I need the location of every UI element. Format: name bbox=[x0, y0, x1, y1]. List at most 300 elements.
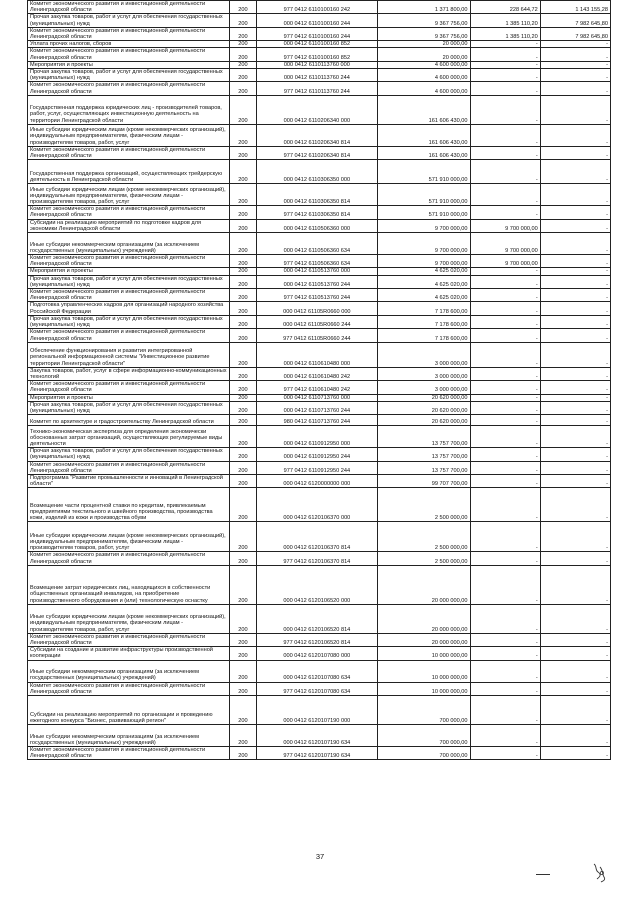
table-row bbox=[28, 275, 611, 288]
table-row bbox=[28, 124, 611, 146]
table-row bbox=[28, 522, 611, 552]
row-line-code-cell: 200 bbox=[230, 69, 257, 82]
row-executed-cell: - bbox=[470, 367, 540, 380]
row-approved-cell: 4 625 020,00 bbox=[377, 268, 470, 275]
row-line-code-cell: 200 bbox=[230, 146, 257, 159]
row-executed-cell: 228 644,72 bbox=[470, 1, 540, 14]
row-executed-cell: - bbox=[470, 660, 540, 682]
row-classification-cell: 977 0412 6110113760 244 bbox=[256, 82, 377, 95]
row-classification-cell: 000 0412 61105R0660 244 bbox=[256, 315, 377, 328]
row-unexecuted-cell: - bbox=[540, 268, 610, 275]
row-approved-cell: 7 178 600,00 bbox=[377, 315, 470, 328]
row-name-cell: Прочая закупка товаров, работ и услуг для обеспечения государственных (муниципальных) нужд bbox=[28, 401, 230, 414]
row-executed-cell: - bbox=[470, 565, 540, 604]
row-approved-cell: 13 757 700,00 bbox=[377, 426, 470, 448]
row-approved-cell: 20 000,00 bbox=[377, 41, 470, 48]
row-classification-cell: 000 0412 6110506360 000 bbox=[256, 219, 377, 232]
row-executed-cell: - bbox=[470, 426, 540, 448]
row-unexecuted-cell: - bbox=[540, 660, 610, 682]
row-unexecuted-cell: 1 143 155,28 bbox=[540, 1, 610, 14]
table-row bbox=[28, 342, 611, 367]
row-classification-cell: 000 0412 6110513760 000 bbox=[256, 268, 377, 275]
table-row bbox=[28, 69, 611, 82]
row-classification-cell: 977 0412 6120107080 634 bbox=[256, 682, 377, 695]
row-executed-cell: - bbox=[470, 41, 540, 48]
row-classification-cell: 977 0412 6110610480 242 bbox=[256, 381, 377, 394]
row-line-code-cell: 200 bbox=[230, 381, 257, 394]
row-name-cell: Комитет экономического развития и инвестиционной деятельности Ленинградской области bbox=[28, 461, 230, 474]
row-line-code-cell: 200 bbox=[230, 522, 257, 552]
row-classification-cell: 977 0412 6110206340 814 bbox=[256, 146, 377, 159]
row-line-code-cell: 200 bbox=[230, 95, 257, 124]
row-line-code-cell: 200 bbox=[230, 124, 257, 146]
row-name-cell: Прочая закупка товаров, работ и услуг для обеспечения государственных (муниципальных) нужд bbox=[28, 275, 230, 288]
table-row bbox=[28, 95, 611, 124]
row-executed-cell: - bbox=[470, 61, 540, 68]
table-row bbox=[28, 61, 611, 68]
table-row bbox=[28, 255, 611, 268]
row-line-code-cell: 200 bbox=[230, 48, 257, 61]
row-name-cell: Комитет экономического развития и инвестиционной деятельности Ленинградской области bbox=[28, 381, 230, 394]
table-row bbox=[28, 415, 611, 426]
row-line-code-cell: 200 bbox=[230, 552, 257, 565]
table-row bbox=[28, 184, 611, 206]
row-executed-cell: - bbox=[470, 124, 540, 146]
row-line-code-cell: 200 bbox=[230, 27, 257, 40]
row-executed-cell: - bbox=[470, 48, 540, 61]
row-name-cell: Иные субсидии юридическим лицам (кроме некоммерческих организаций), индивидуальным предпринимателям, физическим лицам - производителям товаров, работ, услуг bbox=[28, 124, 230, 146]
row-executed-cell: - bbox=[470, 394, 540, 401]
row-unexecuted-cell: - bbox=[540, 255, 610, 268]
row-approved-cell: 20 620 000,00 bbox=[377, 401, 470, 414]
row-line-code-cell: 200 bbox=[230, 289, 257, 302]
row-classification-cell: 977 0412 6120106520 814 bbox=[256, 633, 377, 646]
row-line-code-cell: 200 bbox=[230, 342, 257, 367]
row-approved-cell: 10 000 000,00 bbox=[377, 682, 470, 695]
row-unexecuted-cell: - bbox=[540, 381, 610, 394]
row-line-code-cell: 200 bbox=[230, 315, 257, 328]
row-unexecuted-cell: - bbox=[540, 367, 610, 380]
row-classification-cell: 000 0412 61105R0660 000 bbox=[256, 302, 377, 315]
row-executed-cell: - bbox=[470, 724, 540, 746]
row-executed-cell: 1 385 110,20 bbox=[470, 14, 540, 27]
row-name-cell: Государственная поддержка юридических лиц - производителей товаров, работ, услуг, осуществляющих инвестиционную деятельность на территории Ленинградской области bbox=[28, 95, 230, 124]
row-classification-cell: 000 0412 6110100160 244 bbox=[256, 14, 377, 27]
row-approved-cell: 2 500 000,00 bbox=[377, 552, 470, 565]
row-name-cell: Комитет экономического развития и инвестиционной деятельности Ленинградской области bbox=[28, 329, 230, 342]
row-approved-cell: 571 910 000,00 bbox=[377, 206, 470, 219]
table-row bbox=[28, 268, 611, 275]
row-unexecuted-cell: - bbox=[540, 565, 610, 604]
row-name-cell: Комитет экономического развития и инвестиционной деятельности Ленинградской области bbox=[28, 27, 230, 40]
row-classification-cell: 000 0412 6110713760 000 bbox=[256, 394, 377, 401]
row-line-code-cell: 200 bbox=[230, 401, 257, 414]
row-executed-cell: 1 385 110,20 bbox=[470, 27, 540, 40]
row-executed-cell: - bbox=[470, 604, 540, 633]
row-approved-cell: 3 000 000,00 bbox=[377, 381, 470, 394]
table-row bbox=[28, 488, 611, 522]
row-classification-cell: 977 0412 6110912950 244 bbox=[256, 461, 377, 474]
table-row bbox=[28, 695, 611, 724]
row-executed-cell: - bbox=[470, 415, 540, 426]
row-executed-cell: - bbox=[470, 522, 540, 552]
row-name-cell: Закупка товаров, работ, услуг в сфере информационно-коммуникационных технологий bbox=[28, 367, 230, 380]
row-classification-cell: 000 0412 6110100160 852 bbox=[256, 41, 377, 48]
handwritten-mark-icon bbox=[591, 862, 607, 884]
row-executed-cell: - bbox=[470, 342, 540, 367]
row-line-code-cell: 200 bbox=[230, 746, 257, 759]
row-name-cell: Иные субсидии юридическим лицам (кроме некоммерческих организаций), индивидуальным предпринимателям, физическим лицам - производителям товаров, работ, услуг bbox=[28, 604, 230, 633]
row-unexecuted-cell: - bbox=[540, 724, 610, 746]
table-row bbox=[28, 14, 611, 27]
table-row bbox=[28, 604, 611, 633]
row-unexecuted-cell: - bbox=[540, 315, 610, 328]
row-classification-cell: 977 0412 6110506360 634 bbox=[256, 255, 377, 268]
row-approved-cell: 700 000,00 bbox=[377, 724, 470, 746]
row-approved-cell: 7 178 600,00 bbox=[377, 329, 470, 342]
table-row bbox=[28, 302, 611, 315]
row-name-cell: Субсидии на реализацию мероприятий по организации и проведению ежегодного конкурса "Бизнес, развивающий регион" bbox=[28, 695, 230, 724]
row-line-code-cell: 200 bbox=[230, 461, 257, 474]
table-row bbox=[28, 660, 611, 682]
row-executed-cell: - bbox=[470, 82, 540, 95]
row-line-code-cell: 200 bbox=[230, 367, 257, 380]
row-line-code-cell: 200 bbox=[230, 415, 257, 426]
row-name-cell: Технико-экономическая экспертиза для определения экономически обоснованных затрат организаций, осуществляющих регулируемые виды деятельности bbox=[28, 426, 230, 448]
row-line-code-cell: 200 bbox=[230, 474, 257, 487]
row-unexecuted-cell: - bbox=[540, 329, 610, 342]
table-row bbox=[28, 367, 611, 380]
row-line-code-cell: 200 bbox=[230, 633, 257, 646]
row-name-cell: Обеспечение функционирования и развития интегрированной региональной информационной системы "Инвестиционное развитие территории Ленинградской области" bbox=[28, 342, 230, 367]
row-approved-cell: 4 600 000,00 bbox=[377, 82, 470, 95]
row-unexecuted-cell: - bbox=[540, 219, 610, 232]
row-approved-cell: 10 000 000,00 bbox=[377, 647, 470, 660]
row-line-code-cell: 200 bbox=[230, 219, 257, 232]
row-executed-cell: - bbox=[470, 146, 540, 159]
row-executed-cell: - bbox=[470, 302, 540, 315]
row-name-cell: Комитет экономического развития и инвестиционной деятельности Ленинградской области bbox=[28, 289, 230, 302]
row-approved-cell: 4 600 000,00 bbox=[377, 61, 470, 68]
row-approved-cell: 4 625 020,00 bbox=[377, 289, 470, 302]
row-line-code-cell: 200 bbox=[230, 302, 257, 315]
row-approved-cell: 7 178 600,00 bbox=[377, 302, 470, 315]
row-name-cell: Комитет экономического развития и инвестиционной деятельности Ленинградской области bbox=[28, 82, 230, 95]
row-name-cell: Комитет экономического развития и инвестиционной деятельности Ленинградской области bbox=[28, 255, 230, 268]
row-executed-cell: - bbox=[470, 329, 540, 342]
row-executed-cell: - bbox=[470, 461, 540, 474]
row-unexecuted-cell: - bbox=[540, 746, 610, 759]
row-line-code-cell: 200 bbox=[230, 394, 257, 401]
row-executed-cell: - bbox=[470, 647, 540, 660]
row-name-cell: Государственная поддержка организаций, осуществляющих трейдерскую деятельность в Ленинградской области bbox=[28, 160, 230, 184]
row-line-code-cell: 200 bbox=[230, 41, 257, 48]
row-approved-cell: 20 620 000,00 bbox=[377, 394, 470, 401]
row-name-cell: Возмещение части процентной ставки по кредитам, привлекаемым предприятиями текстильного и швейного производства, производства кожи, изделий из кожи и производства обуви bbox=[28, 488, 230, 522]
row-approved-cell: 161 606 430,00 bbox=[377, 124, 470, 146]
row-line-code-cell: 200 bbox=[230, 660, 257, 682]
table-row bbox=[28, 315, 611, 328]
row-approved-cell: 700 000,00 bbox=[377, 695, 470, 724]
row-approved-cell: 9 700 000,00 bbox=[377, 255, 470, 268]
row-line-code-cell: 200 bbox=[230, 426, 257, 448]
row-approved-cell: 10 000 000,00 bbox=[377, 660, 470, 682]
row-executed-cell: - bbox=[470, 289, 540, 302]
row-unexecuted-cell: - bbox=[540, 474, 610, 487]
row-name-cell: Комитет экономического развития и инвестиционной деятельности Ленинградской области bbox=[28, 682, 230, 695]
row-name-cell: Иные субсидии юридическим лицам (кроме некоммерческих организаций), индивидуальным предпринимателям, физическим лицам - производителям товаров, работ, услуг bbox=[28, 184, 230, 206]
row-classification-cell: 000 0412 6120106370 814 bbox=[256, 522, 377, 552]
table-row bbox=[28, 233, 611, 255]
row-executed-cell: - bbox=[470, 474, 540, 487]
row-executed-cell: - bbox=[470, 268, 540, 275]
table-row bbox=[28, 746, 611, 759]
row-line-code-cell: 200 bbox=[230, 160, 257, 184]
row-executed-cell: - bbox=[470, 160, 540, 184]
row-classification-cell: 000 0412 6120000000 000 bbox=[256, 474, 377, 487]
row-approved-cell: 1 371 800,00 bbox=[377, 1, 470, 14]
row-classification-cell: 000 0412 6110610480 242 bbox=[256, 367, 377, 380]
row-unexecuted-cell: - bbox=[540, 69, 610, 82]
row-approved-cell: 161 606 430,00 bbox=[377, 95, 470, 124]
table-row bbox=[28, 206, 611, 219]
table-row bbox=[28, 426, 611, 448]
row-executed-cell: 9 700 000,00 bbox=[470, 233, 540, 255]
row-classification-cell: 000 0412 6110912950 244 bbox=[256, 448, 377, 461]
row-name-cell: Комитет по архитектуре и градостроительству Ленинградской области bbox=[28, 415, 230, 426]
row-unexecuted-cell: - bbox=[540, 604, 610, 633]
row-name-cell: Иные субсидии некоммерческим организациям (за исключением государственных (муниципальных) учреждений) bbox=[28, 660, 230, 682]
row-unexecuted-cell: - bbox=[540, 461, 610, 474]
table-row bbox=[28, 682, 611, 695]
row-executed-cell: - bbox=[470, 552, 540, 565]
row-executed-cell: - bbox=[470, 746, 540, 759]
margin-stroke-mark bbox=[536, 874, 550, 875]
row-classification-cell: 000 0412 6120107190 000 bbox=[256, 695, 377, 724]
row-unexecuted-cell: - bbox=[540, 394, 610, 401]
row-line-code-cell: 200 bbox=[230, 14, 257, 27]
row-executed-cell: - bbox=[470, 381, 540, 394]
table-row bbox=[28, 724, 611, 746]
row-approved-cell: 9 700 000,00 bbox=[377, 233, 470, 255]
row-executed-cell: - bbox=[470, 206, 540, 219]
table-row bbox=[28, 27, 611, 40]
row-unexecuted-cell: - bbox=[540, 82, 610, 95]
table-row bbox=[28, 219, 611, 232]
budget-sheet bbox=[27, 0, 611, 760]
row-classification-cell: 000 0412 6120107190 634 bbox=[256, 724, 377, 746]
row-line-code-cell: 200 bbox=[230, 255, 257, 268]
table-row bbox=[28, 448, 611, 461]
row-name-cell: Иные субсидии некоммерческим организациям (за исключением государственных (муниципальных) учреждений) bbox=[28, 233, 230, 255]
row-unexecuted-cell: 7 982 645,80 bbox=[540, 14, 610, 27]
row-approved-cell: 3 000 000,00 bbox=[377, 342, 470, 367]
row-executed-cell: 9 700 000,00 bbox=[470, 219, 540, 232]
table-row bbox=[28, 48, 611, 61]
row-line-code-cell: 200 bbox=[230, 647, 257, 660]
row-line-code-cell: 200 bbox=[230, 275, 257, 288]
row-line-code-cell: 200 bbox=[230, 488, 257, 522]
table-row bbox=[28, 381, 611, 394]
row-name-cell: Комитет экономического развития и инвестиционной деятельности Ленинградской области bbox=[28, 206, 230, 219]
row-name-cell: Подпрограмма "Развитие промышленности и инноваций в Ленинградской области" bbox=[28, 474, 230, 487]
row-classification-cell: 000 0412 6110206340 814 bbox=[256, 124, 377, 146]
row-name-cell: Мероприятия и проекты bbox=[28, 61, 230, 68]
row-approved-cell: 20 000,00 bbox=[377, 48, 470, 61]
row-unexecuted-cell: - bbox=[540, 695, 610, 724]
row-unexecuted-cell: 7 982 645,80 bbox=[540, 27, 610, 40]
row-executed-cell: 9 700 000,00 bbox=[470, 255, 540, 268]
row-name-cell: Подготовка управленческих кадров для организаций народного хозяйства Российской Федерации bbox=[28, 302, 230, 315]
row-classification-cell: 977 0412 61105R0660 244 bbox=[256, 329, 377, 342]
row-unexecuted-cell: - bbox=[540, 146, 610, 159]
row-unexecuted-cell: - bbox=[540, 61, 610, 68]
row-approved-cell: 13 757 700,00 bbox=[377, 461, 470, 474]
row-approved-cell: 20 620 000,00 bbox=[377, 415, 470, 426]
table-row bbox=[28, 329, 611, 342]
table-row bbox=[28, 1, 611, 14]
row-classification-cell: 000 0412 6110513760 244 bbox=[256, 275, 377, 288]
row-classification-cell: 977 0412 6110100160 244 bbox=[256, 27, 377, 40]
table-row bbox=[28, 565, 611, 604]
row-approved-cell: 4 625 020,00 bbox=[377, 275, 470, 288]
page-number: 37 bbox=[315, 852, 325, 861]
row-unexecuted-cell: - bbox=[540, 289, 610, 302]
row-unexecuted-cell: - bbox=[540, 160, 610, 184]
table-row bbox=[28, 160, 611, 184]
row-unexecuted-cell: - bbox=[540, 448, 610, 461]
row-line-code-cell: 200 bbox=[230, 724, 257, 746]
row-line-code-cell: 200 bbox=[230, 206, 257, 219]
row-approved-cell: 9 700 000,00 bbox=[377, 219, 470, 232]
row-unexecuted-cell: - bbox=[540, 415, 610, 426]
budget-table-body bbox=[28, 1, 611, 760]
row-line-code-cell: 200 bbox=[230, 233, 257, 255]
row-unexecuted-cell: - bbox=[540, 206, 610, 219]
row-line-code-cell: 200 bbox=[230, 604, 257, 633]
row-approved-cell: 3 000 000,00 bbox=[377, 367, 470, 380]
table-row bbox=[28, 552, 611, 565]
row-unexecuted-cell: - bbox=[540, 633, 610, 646]
row-unexecuted-cell: - bbox=[540, 488, 610, 522]
row-unexecuted-cell: - bbox=[540, 682, 610, 695]
row-line-code-cell: 200 bbox=[230, 82, 257, 95]
row-classification-cell: 000 0412 6110610480 000 bbox=[256, 342, 377, 367]
row-classification-cell: 000 0412 6120107080 634 bbox=[256, 660, 377, 682]
row-line-code-cell: 200 bbox=[230, 682, 257, 695]
row-approved-cell: 4 600 000,00 bbox=[377, 69, 470, 82]
row-name-cell: Комитет экономического развития и инвестиционной деятельности Ленинградской области bbox=[28, 48, 230, 61]
row-executed-cell: - bbox=[470, 95, 540, 124]
row-classification-cell: 000 0412 6120106520 814 bbox=[256, 604, 377, 633]
row-approved-cell: 2 500 000,00 bbox=[377, 522, 470, 552]
row-classification-cell: 000 0412 6110113760 244 bbox=[256, 69, 377, 82]
row-approved-cell: 9 367 756,00 bbox=[377, 14, 470, 27]
row-classification-cell: 000 0412 6110113760 000 bbox=[256, 61, 377, 68]
table-row bbox=[28, 401, 611, 414]
row-classification-cell: 980 0412 6110713760 244 bbox=[256, 415, 377, 426]
row-name-cell: Иные субсидии некоммерческим организациям (за исключением государственных (муниципальных) учреждений) bbox=[28, 724, 230, 746]
table-row bbox=[28, 633, 611, 646]
row-classification-cell: 000 0412 6120106370 000 bbox=[256, 488, 377, 522]
row-classification-cell: 000 0412 6110506360 634 bbox=[256, 233, 377, 255]
row-line-code-cell: 200 bbox=[230, 61, 257, 68]
row-approved-cell: 20 000 000,00 bbox=[377, 633, 470, 646]
row-unexecuted-cell: - bbox=[540, 41, 610, 48]
row-name-cell: Комитет экономического развития и инвестиционной деятельности Ленинградской области bbox=[28, 552, 230, 565]
row-unexecuted-cell: - bbox=[540, 552, 610, 565]
row-line-code-cell: 200 bbox=[230, 329, 257, 342]
row-name-cell: Возмещение затрат юридических лиц, находящихся в собственности общественных организаций инвалидов, на приобретение производственного оборудования и (или) технологическую оснастку bbox=[28, 565, 230, 604]
table-row bbox=[28, 461, 611, 474]
row-unexecuted-cell: - bbox=[540, 184, 610, 206]
table-row bbox=[28, 474, 611, 487]
row-unexecuted-cell: - bbox=[540, 48, 610, 61]
row-name-cell: Прочая закупка товаров, работ и услуг для обеспечения государственных (муниципальных) нужд bbox=[28, 69, 230, 82]
row-approved-cell: 571 910 000,00 bbox=[377, 184, 470, 206]
row-classification-cell: 000 0412 6110306350 000 bbox=[256, 160, 377, 184]
row-unexecuted-cell: - bbox=[540, 342, 610, 367]
row-executed-cell: - bbox=[470, 184, 540, 206]
row-name-cell: Комитет экономического развития и инвестиционной деятельности Ленинградской области bbox=[28, 633, 230, 646]
row-name-cell: Мероприятия и проекты bbox=[28, 394, 230, 401]
row-executed-cell: - bbox=[470, 682, 540, 695]
row-executed-cell: - bbox=[470, 315, 540, 328]
row-line-code-cell: 200 bbox=[230, 1, 257, 14]
row-classification-cell: 000 0412 6110713760 244 bbox=[256, 401, 377, 414]
row-unexecuted-cell: - bbox=[540, 275, 610, 288]
row-unexecuted-cell: - bbox=[540, 401, 610, 414]
row-approved-cell: 20 000 000,00 bbox=[377, 565, 470, 604]
row-approved-cell: 571 910 000,00 bbox=[377, 160, 470, 184]
row-executed-cell: - bbox=[470, 488, 540, 522]
table-row bbox=[28, 394, 611, 401]
row-executed-cell: - bbox=[470, 401, 540, 414]
row-classification-cell: 977 0412 6110100160 852 bbox=[256, 48, 377, 61]
table-row bbox=[28, 647, 611, 660]
row-line-code-cell: 200 bbox=[230, 448, 257, 461]
table-row bbox=[28, 289, 611, 302]
row-executed-cell: - bbox=[470, 275, 540, 288]
row-unexecuted-cell: - bbox=[540, 426, 610, 448]
row-line-code-cell: 200 bbox=[230, 695, 257, 724]
row-executed-cell: - bbox=[470, 695, 540, 724]
row-name-cell: Субсидии на реализацию мероприятий по подготовке кадров для экономики Ленинградской области bbox=[28, 219, 230, 232]
budget-table bbox=[27, 0, 611, 760]
row-executed-cell: - bbox=[470, 633, 540, 646]
row-executed-cell: - bbox=[470, 448, 540, 461]
row-approved-cell: 700 000,00 bbox=[377, 746, 470, 759]
row-approved-cell: 9 367 756,00 bbox=[377, 27, 470, 40]
row-classification-cell: 977 0412 6110306350 814 bbox=[256, 206, 377, 219]
row-name-cell: Комитет экономического развития и инвестиционной деятельности Ленинградской области bbox=[28, 146, 230, 159]
row-approved-cell: 13 757 700,00 bbox=[377, 448, 470, 461]
row-unexecuted-cell: - bbox=[540, 522, 610, 552]
row-classification-cell: 977 0412 6120107190 634 bbox=[256, 746, 377, 759]
row-classification-cell: 000 0412 6120106520 000 bbox=[256, 565, 377, 604]
row-classification-cell: 977 0412 6120106370 814 bbox=[256, 552, 377, 565]
row-unexecuted-cell: - bbox=[540, 647, 610, 660]
row-line-code-cell: 200 bbox=[230, 268, 257, 275]
row-approved-cell: 161 606 430,00 bbox=[377, 146, 470, 159]
row-name-cell: Комитет экономического развития и инвестиционной деятельности Ленинградской области bbox=[28, 746, 230, 759]
row-classification-cell: 000 0412 6110206340 000 bbox=[256, 95, 377, 124]
row-name-cell: Мероприятия и проекты bbox=[28, 268, 230, 275]
row-name-cell: Прочая закупка товаров, работ и услуг для обеспечения государственных (муниципальных) нужд bbox=[28, 14, 230, 27]
row-classification-cell: 000 0412 6110912950 000 bbox=[256, 426, 377, 448]
row-classification-cell: 000 0412 6110306350 814 bbox=[256, 184, 377, 206]
row-approved-cell: 2 500 000,00 bbox=[377, 488, 470, 522]
